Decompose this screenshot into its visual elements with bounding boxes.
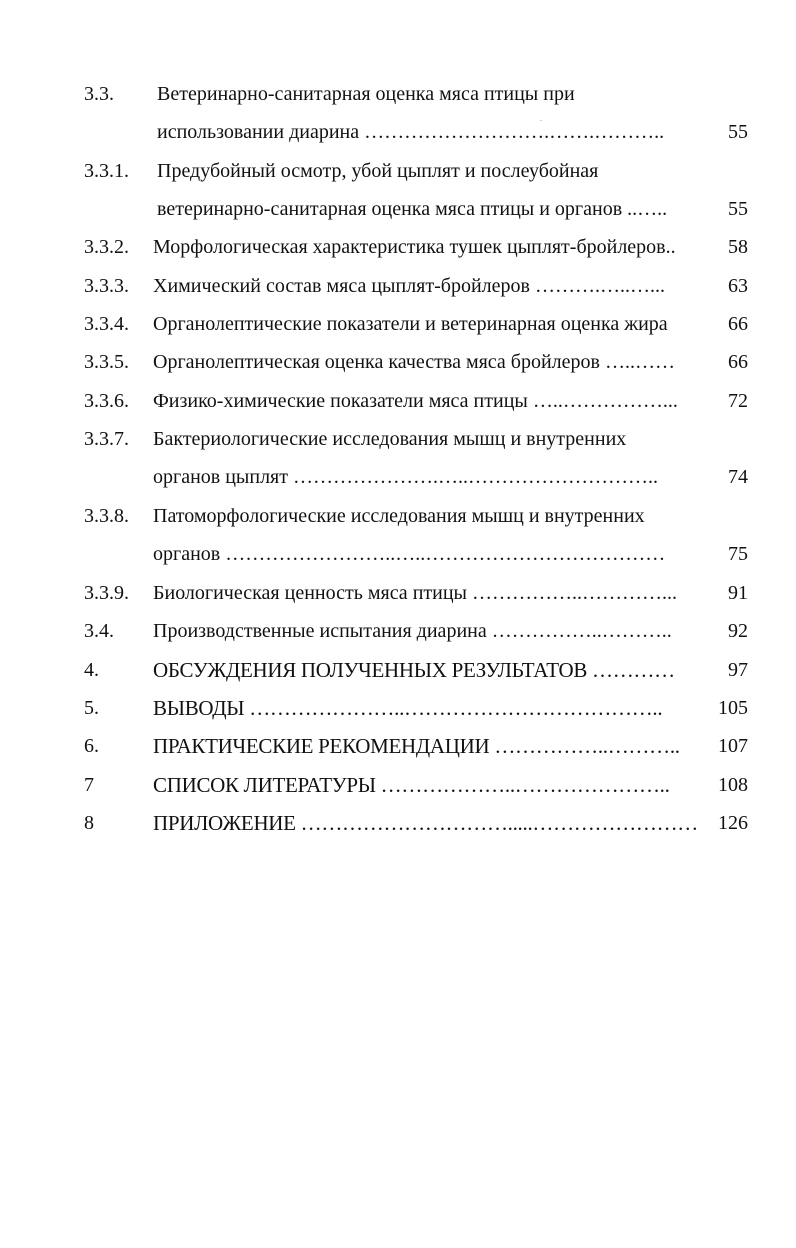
- toc-number: 3.3.6.: [84, 390, 129, 412]
- toc-title-continuation: органов цыплят ………………….…..………………………..: [153, 466, 658, 488]
- toc-title: Физико-химические показатели мяса птицы …..……………...: [153, 390, 678, 412]
- toc-page-number: 74: [728, 466, 748, 488]
- toc-page-number: 92: [728, 620, 748, 642]
- toc-entry-3-3-3: [0, 271, 748, 301]
- toc-number: 3.3.8.: [84, 505, 129, 527]
- toc-page-number: 107: [718, 735, 748, 757]
- toc-number: 3.3.7.: [84, 428, 129, 450]
- toc-title: Биологическая ценность мяса птицы ……………..…………...: [153, 582, 677, 604]
- toc-page-number: 58: [728, 236, 748, 258]
- toc-entry-3-4: [0, 616, 748, 646]
- toc-title: Органолептическая оценка качества мяса бройлеров …..……: [153, 351, 675, 373]
- toc-number: 3.3.5.: [84, 351, 129, 373]
- toc-entry-8: [0, 808, 748, 838]
- toc-entry-6: [0, 731, 748, 761]
- toc-page-number: 97: [728, 659, 748, 681]
- toc-page-number: 91: [728, 582, 748, 604]
- toc-title: Ветеринарно-санитарная оценка мяса птицы при: [157, 83, 575, 105]
- toc-entry-3-3-6: [0, 386, 748, 416]
- toc-number: 3.3.4.: [84, 313, 129, 335]
- toc-number: 4.: [84, 659, 99, 681]
- toc-title: ОБСУЖДЕНИЯ ПОЛУЧЕННЫХ РЕЗУЛЬТАТОВ …………: [153, 658, 675, 682]
- toc-entry-3-3-8-cont: [0, 539, 748, 569]
- toc-title: Производственные испытания диарина ……………..………..: [153, 620, 672, 642]
- toc-page-number: 55: [728, 121, 748, 143]
- toc-title-continuation: органов ……………………..…..………………………………: [153, 543, 666, 565]
- toc-entry-3-3-5: [0, 347, 748, 377]
- toc-title: Предубойный осмотр, убой цыплят и послеубойная: [157, 160, 599, 182]
- toc-number: 5.: [84, 697, 99, 719]
- toc-number: 3.4.: [84, 620, 114, 642]
- scan-speck: [540, 120, 542, 121]
- toc-title: Органолептические показатели и ветеринарная оценка жира: [153, 313, 668, 335]
- toc-page-number: 72: [728, 390, 748, 412]
- toc-title: Бактериологические исследования мышц и внутренних: [153, 428, 627, 450]
- toc-number: 6.: [84, 735, 99, 757]
- toc-entry-3-3-cont: [0, 117, 748, 147]
- toc-number: 8: [84, 812, 94, 834]
- toc-entry-7: [0, 770, 748, 800]
- toc-entry-3-3-7: [0, 424, 748, 454]
- toc-title-continuation: ветеринарно-санитарная оценка мяса птицы и органов ..…..: [157, 198, 668, 220]
- toc-page-number: 108: [718, 774, 748, 796]
- toc-page-number: 66: [728, 351, 748, 373]
- toc-page-number: 126: [718, 812, 748, 834]
- toc-title-continuation: использовании диарина ……………………….…….………..: [157, 121, 665, 143]
- toc-title: Патоморфологические исследования мышц и внутренних: [153, 505, 645, 527]
- toc-number: 7: [84, 774, 94, 796]
- toc-entry-5: [0, 693, 748, 723]
- toc-number: 3.3.9.: [84, 582, 129, 604]
- toc-title: Химический состав мяса цыплят-бройлеров ……….…..…...: [153, 275, 665, 297]
- toc-title: Морфологическая характеристика тушек цыплят-бройлеров..: [153, 236, 676, 258]
- toc-title: ПРИЛОЖЕНИЕ ………………………….....……………………: [153, 811, 698, 835]
- toc-entry-3-3-1-cont: [0, 194, 748, 224]
- toc-entry-3-3-7-cont: [0, 462, 748, 492]
- toc-title: ПРАКТИЧЕСКИЕ РЕКОМЕНДАЦИИ ……………..………..: [153, 734, 680, 758]
- toc-number: 3.3.: [84, 83, 114, 105]
- toc-entry-3-3-4: [0, 309, 748, 339]
- toc-title: СПИСОК ЛИТЕРАТУРЫ ………………..…………………..: [153, 773, 670, 797]
- toc-entry-3-3-9: [0, 578, 748, 608]
- toc-page-number: 66: [728, 313, 748, 335]
- toc-page-number: 63: [728, 275, 748, 297]
- toc-title: ВЫВОДЫ …………………..………………………………..: [153, 696, 663, 720]
- toc-number: 3.3.1.: [84, 160, 129, 182]
- toc-page-number: 55: [728, 198, 748, 220]
- toc-entry-3-3-1: [0, 156, 748, 186]
- toc-entry-3-3-2: [0, 232, 748, 262]
- toc-page-number: 75: [728, 543, 748, 565]
- toc-page-number: 105: [718, 697, 748, 719]
- toc-entry-4: [0, 655, 748, 685]
- toc-number: 3.3.2.: [84, 236, 129, 258]
- toc-number: 3.3.3.: [84, 275, 129, 297]
- toc-entry-3-3-8: [0, 501, 748, 531]
- toc-entry-3-3: [0, 79, 748, 109]
